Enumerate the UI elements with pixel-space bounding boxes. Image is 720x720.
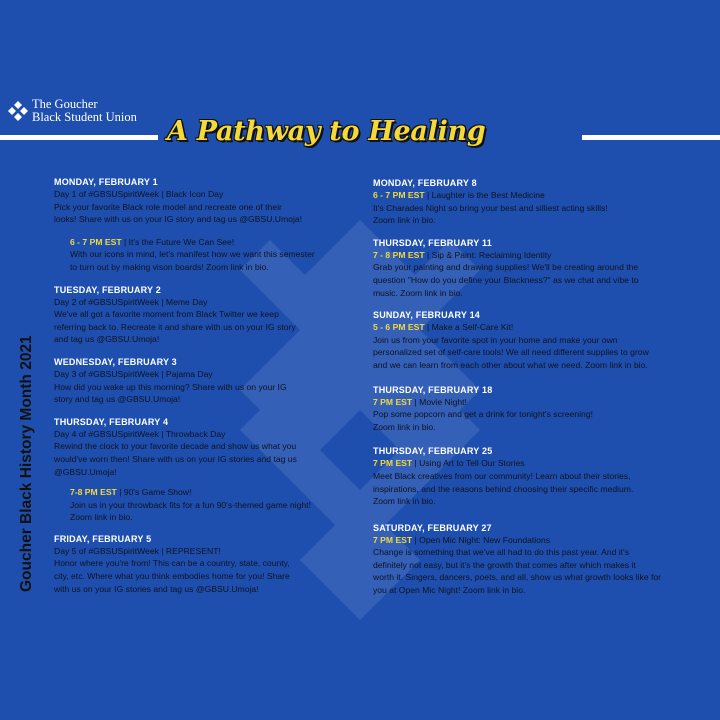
day-heading: MONDAY, FEBRUARY 1 [54, 177, 158, 187]
event-line: to turn out by making vison boards! Zoom link in bio. [70, 261, 269, 272]
event-block [373, 309, 715, 371]
event-line: inspirations, and the reasons behind choosing their specific medium. [373, 483, 634, 494]
event-line: personalized set of self-care tools! We all need different supplies to grow [373, 347, 649, 358]
event-title: | It's the Future We Can See! [121, 236, 235, 247]
event-line: Zoom link in bio. [373, 215, 436, 226]
event-line [373, 249, 715, 262]
event-line: story and tag us @GBSU.Umoja! [54, 394, 181, 405]
event-time: 7-8 PM EST [70, 487, 117, 498]
event-block [373, 445, 715, 507]
day-heading: WEDNESDAY, FEBRUARY 3 [54, 356, 177, 367]
event-line: Day 5 of #GBSUSpiritWeek | REPRESENT! [54, 545, 221, 556]
event-title: | Open Mic Night: New Foundations [412, 534, 551, 545]
event-line [373, 457, 715, 470]
day-heading: THURSDAY, FEBRUARY 25 [373, 446, 493, 457]
event-line: referring back to. Recreate it and share with us on your IG story [54, 321, 296, 332]
event-line: Join us in your throwback fits for a fun 90's-themed game night! [70, 499, 311, 510]
event-line: We've all got a favorite moment from Black Twitter we keep [54, 309, 279, 320]
event-line: city, etc. Where what you think embodies home for you! Share [54, 571, 290, 582]
event-line: Join us from your favorite spot in your home and make your own [373, 334, 618, 345]
event-line: It's Charades Night so bring your best and silliest acting skills! [373, 202, 608, 213]
logo [8, 98, 137, 124]
event-block [54, 533, 360, 595]
event-line: Honor where you're from! This can be a country, state, county, [54, 558, 290, 569]
logo-line-2: Black Student Union [32, 110, 137, 124]
event-line: Zoom link in bio. [373, 421, 436, 432]
event-title: | 90's Game Show! [116, 487, 192, 498]
day-heading: THURSDAY, FEBRUARY 4 [54, 416, 169, 427]
event-line: and tag us @GBSU.Umoja! [54, 334, 160, 345]
event-line: With our icons in mind, let's manifest how we want this semester [70, 249, 315, 260]
event-title: | Sip & Paint: Reclaiming Identity [424, 249, 552, 260]
event-line: you at Open Mic Night! Zoom link in bio. [373, 585, 526, 596]
event-line: Zoom link in bio. [373, 496, 436, 507]
day-heading: THURSDAY, FEBRUARY 11 [373, 237, 492, 248]
event-time: 7 - 8 PM EST [373, 249, 425, 260]
event-time: 6 - 7 PM EST [70, 236, 122, 247]
sub-event [70, 236, 360, 274]
divider-right [582, 135, 720, 140]
event-line: Rewind the clock to your favorite decade and show us what you [54, 441, 297, 452]
event-line [373, 189, 715, 202]
event-title: | Movie Night! [412, 396, 467, 407]
event-line [373, 396, 715, 409]
event-line: Meet Black creatives from our community! Learn about their stories, [373, 470, 631, 481]
event-line [70, 236, 360, 249]
event-time: 7 PM EST [373, 534, 413, 545]
event-block [373, 237, 715, 299]
day-heading: MONDAY, FEBRUARY 8 [373, 178, 477, 188]
logo-line-1: The Goucher [32, 97, 98, 111]
day-heading: FRIDAY, FEBRUARY 5 [54, 533, 152, 544]
day-heading: TUESDAY, FEBRUARY 2 [54, 284, 161, 295]
event-line [70, 486, 360, 499]
event-line: Day 3 of #GBSUSpiritWeek | Pajama Day [54, 368, 213, 379]
side-title: Goucher Black History Month 2021 [18, 335, 35, 592]
event-block [373, 384, 715, 434]
day-heading: THURSDAY, FEBRUARY 18 [373, 384, 493, 395]
event-block [54, 176, 360, 274]
event-line: Day 1 of #GBSUSpiritWeek | Black Icon Day [54, 189, 224, 199]
event-line [373, 534, 715, 547]
event-line: with us on your IG stories and tag us @GBSU.Umoja! [54, 583, 259, 594]
event-line: Pop some popcorn and get a drink for tonight's screening! [373, 409, 593, 420]
event-line: and we can learn from each other about what we need. Zoom link in bio. [373, 359, 648, 370]
event-line: How did you wake up this morning? Share with us on your IG [54, 381, 287, 392]
event-line: worth it. Singers, dancers, poets, and all, show us what growth looks like for [373, 572, 662, 583]
event-line: @GBSU.Umoja! [54, 466, 117, 477]
event-line [373, 321, 715, 334]
event-time: 5 - 6 PM EST [373, 322, 425, 333]
event-title: | Laughter is the Best Medicine [424, 190, 545, 200]
event-title: | Using Art to Tell Our Stories [412, 458, 525, 469]
left-column [54, 176, 360, 595]
event-time: 6 - 7 PM EST [373, 190, 425, 200]
event-line: definitely not easy, but it's the growth that comes after which makes it [373, 559, 636, 570]
event-line: looks! Share with us on your IG story and tag us @GBSU.Umoja! [54, 214, 303, 225]
sub-event [70, 486, 360, 524]
event-time: 7 PM EST [373, 396, 413, 407]
event-line: music. Zoom link in bio. [373, 287, 463, 298]
logo-text [32, 98, 137, 124]
event-line: Pick your favorite Black role model and recreate one of their [54, 201, 282, 212]
divider-left [0, 135, 158, 140]
event-block [54, 356, 360, 406]
event-line: Change is something that we've all had to do this past year. And it's [373, 547, 629, 558]
event-block [373, 177, 715, 227]
event-line: would've worn then! Share with us on your IG stories and tag us [54, 453, 297, 464]
event-block [54, 284, 360, 346]
day-heading: SATURDAY, FEBRUARY 27 [373, 522, 492, 533]
page-title: A Pathway to Healing [167, 116, 486, 147]
day-heading: SUNDAY, FEBRUARY 14 [373, 310, 480, 321]
event-line: question "How do you define your Blackness?" as we chat and vibe to [373, 274, 639, 285]
event-title: | Make a Self-Care Kit! [424, 322, 514, 333]
event-block [373, 522, 715, 597]
event-line: Day 4 of #GBSUSpiritWeek | Throwback Day [54, 428, 226, 439]
event-line: Zoom link in bio. [70, 512, 133, 523]
event-line: Grab your painting and drawing supplies! We'll be creating around the [373, 262, 639, 273]
right-column [373, 177, 715, 597]
event-line: Day 2 of #GBSUSpiritWeek | Meme Day [54, 296, 208, 307]
event-block [54, 416, 360, 524]
event-time: 7 PM EST [373, 458, 413, 469]
bsu-logo-icon [8, 100, 28, 122]
